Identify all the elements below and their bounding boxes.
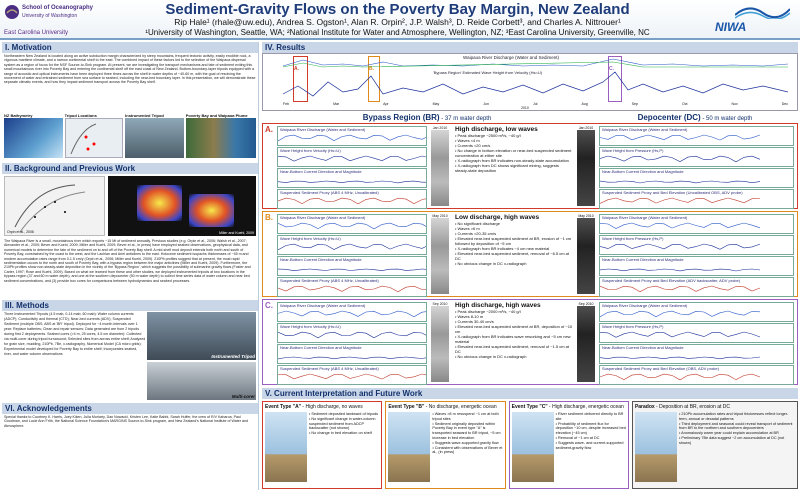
bullet-item: • Third deployment and seasonal could reveal transport of sediment from BR to the northern and southern depocenters [678,421,793,431]
case-letter: B. [265,213,273,222]
xradiograph-date: Sep 2010 [432,302,448,306]
case-description [455,126,573,206]
plot-title: Wave Height from Pressure (Hs,P) [602,148,664,153]
marker-label: B. [369,66,374,72]
event-bullets [432,412,502,482]
time-series-plot [277,277,427,297]
depocenter-plots [599,214,794,294]
tripod-location-map [65,118,124,158]
bypass-plots [277,302,427,382]
plot-title: Near-Bottom Current Direction and Magnitude [280,345,362,350]
event-type-subtitle: - No discharge, energetic ocean [424,404,497,410]
motivation-text: Northeastern New Zealand is located along an active subduction margin characterized by steep mountains, frequent tectonic activity, easily erodible rock, a vigorous maritime climate, and a narrow continental shelf to the east. The combined impact of these factors led to the selection of the Waipaoa dispersal system as a region of focus for the NSF Source-to-Sink program. At present, we are investigating the transport mechanisms and fate of sediment exiting this small mountainous river into Poverty Bay and entering the continental shelf off the east coast of New Zealand. Bottom-boundary-layer tripods equipped with a range of acoustic and optical instruments have been deployed three times across the shelf in water depths of ~40-60 m, with the goal of resolving the movement of water and entrained sediment from sea surface to seabed, including the near-bed boundary layer. In this presentation, we will demonstrate these separate climatic events, and how they impact sediment transport across the Poverty Bay shelf. [4,54,256,85]
bullet-item: • Waves >8 m resuspend ~1 cm at both tripod sites [432,412,499,421]
time-series-plot [599,365,794,385]
logo-subtitle: University of Washington [22,13,78,19]
timeline-year: 2010 [521,106,529,110]
bullet-item: • Elevated near-bed suspended sediment at BR, erosion of ~1 cm followed by deposition of ~5 cm [455,236,572,246]
map-markers-icon [66,119,123,157]
bullet-item: • Elevated near-bed suspended sediment, removal of ~1.5 cm at DC [455,344,570,354]
time-series-plot [277,235,427,255]
figure-label: Poverty Bay and Waipaoa Plume [185,113,248,118]
plot-title: Near-Bottom Current Direction and Magnitude [602,257,684,262]
tripod-photo [125,118,184,158]
event-type-box [262,401,382,489]
case-bullets [455,309,573,359]
figure-label: NZ Bathymetry [4,113,33,118]
section-results-header: IV. Results [262,42,798,53]
bypass-depth: - 37 m water depth [439,116,492,122]
month-tick: Mar [333,102,340,106]
bypass-xradiograph [431,302,449,382]
event-bullets [309,412,379,482]
month-tick: Jul [532,102,538,106]
bullet-item: • X-radiograph from BR indicates non-steady-state accumulation [455,158,569,163]
bullet-item: • No significant discharge [455,221,500,226]
month-tick: Apr [383,102,389,106]
bullet-item: • Anomalously warm year could explain accumulation at BR [678,431,779,436]
plot-title: Waipaoa River Discharge (Water and Sediment) [602,215,688,220]
event-type-title: Event Type "A" - High discharge, no waves [265,404,363,410]
time-series-plot [277,168,427,188]
case-panel-c [262,299,798,385]
xradiograph-date: May 2010 [432,214,448,218]
figure-label: Multi-corer [231,394,255,399]
poster-affiliations: ¹University of Washington, Seattle, WA; ²National Institute for Water and Atmosphere, Wellington, NZ; ³East Carolina University, Greenville, NC [145,28,650,37]
depocenter-xradiograph [577,214,595,294]
bullet-item: • Probability of sediment flux for deposition ~10 cm, despite increased bed elevation (~45 cm) [555,421,626,436]
section-motivation-header: I. Motivation [2,42,258,53]
time-series-plot [599,302,794,322]
plot-title: Wave Height from Velocity (Hs=U) [280,324,341,329]
bullet-item: • Peak discharge ~2000 m³/s, ~40 g/l [455,309,521,314]
plot-title: Wave Height from Pressure (Hs,P) [602,236,664,241]
time-series-plot [599,235,794,255]
timeline-month-axis [283,102,788,106]
poster-header [0,0,800,40]
methods-figures [147,312,256,400]
case-heading: High discharge, high waves [455,302,541,309]
bullet-item: • Suggests wave-supported gravity flow [432,440,499,445]
accumulation-hotspot [189,194,233,227]
timeline-title: Waipaoa River Discharge (Water and Sediment) [463,55,559,60]
case-description [455,214,573,294]
case-bullets [455,133,573,173]
bypass-region-header [282,113,572,122]
event-type-body [265,412,379,482]
motivation-figures [2,113,258,161]
figure-caption: Miller and Kuehl, 2009 [219,231,254,235]
bullet-item: • Currents >20-35 cm/s [455,231,497,236]
poster-authors: Rip Hale¹ (rhale@uw.edu), Andrea S. Ogston¹, Alan R. Orpin², J.P. Walsh³, D. Reide Corbett³, and Charles A. Nittrouer¹ [174,17,621,27]
bullet-item: • Waves >6 m [455,226,480,231]
depocenter-xradiograph [577,126,595,206]
section-methods-header: III. Methods [2,300,258,311]
poster-title: Sediment-Gravity Flows on the Poverty Bay Margin, New Zealand [165,1,630,18]
month-tick: Feb [283,102,290,106]
month-tick: Oct [682,102,688,106]
plot-title: Near-Bottom Current Direction and Magnitude [280,169,362,174]
left-column [2,42,259,490]
bypass-plots [277,214,427,294]
ack-text: Special thanks to Courtney K. Harris, Joey Kiken, Julia Moriarty, Dan Nowacki, Kristen Lee, Katie Babbi, Sarah Huffer, the crew of R/V Kaharoa, Paul Goodman, and Lucie Ann Frith, the National Science Foundation's MARGINS Source-to-Sink program, and New Zealand's National Institute of Water and Atmosphere. [4,415,248,428]
bullet-item: • Currents 30-40 cm/s [455,319,494,324]
timeline-subtitle: 'Bypass Region' Estimated Wave Height from Velocity (Hs=U) [433,70,543,75]
case-description [455,302,573,382]
bullet-item: • No change in bottom elevation or near-bed suspended sediment concentration at either site [455,148,572,158]
figure-instrumented-tripod [125,113,184,161]
bullet-item: • Waves <4 m [455,138,480,143]
bullet-item: • River sediment delivered directly to BR site [555,412,624,421]
tripod-deployment-photo [147,312,256,360]
xradiograph-date: May 2010 [578,214,594,218]
bypass-plots [277,126,427,206]
plot-title: Near-Bottom Current Direction and Magnitude [602,169,684,174]
bullet-item: • Elevated near-bed suspended sediment, removal of ~6.5 cm at DC [455,251,570,261]
event-schematic [265,412,307,482]
event-types-row [262,401,798,489]
time-series-plot [599,344,794,364]
case-heading: High discharge, low waves [455,126,538,133]
event-type-body [635,412,795,482]
background-text: The Waipaoa River is a small, mountainous river which exports ~15 Mt of sediment annually. Previous studies (e.g. Orpin et al., 2006; Walsh et al., 2007; Alexander et al., 2009; Bever and Kuehl, 2009; Miller and Kuehl, 2009; Bever et al., in press) have employed seabed observations, geophysical data, and numerical models to determine the fate of the sediment on to and off of the Poverty Bay shelf. A mid-shelf mud deposit extends both north and south of Poverty Bay, constrained by the coast to the west, and the Lachlan and Ariel anticlines to the east. Holocene sediment isopachs thicknesses of ~45 m and modern accumulation rates range from 0-1.5 cm/y (Orpin et al., 2006; Miller and Kuehl, 2009). 210Pb profiles suggest that at present, the most rapid sedimentation occurs to the north and south of Poverty Bay, with a bypass region between the major anticlines (Miller and Kuehl, 2009). Furthermore, the 210Pb profiles show non-steady-state deposition in the vicinity of the 'Bypass Region', which suggests the possibility of submarine gravity flows (Foster and Carter, 1997; Rose and Kuehl, 2009). Based on what we learned from these and other studies, we deployed instrumented tripods at two locations in the bypass region (37 and 60 m water depth), and one at the southern depocenter (50 m water depth) to collect time series data of water column and near bed sediment concentrations, and (3) provide box cores for comparisons between hydrodynamics and seabed processes. [4,239,251,283]
event-bullets [556,412,626,482]
bullet-item: • Elevated near-bed suspended sediment at BR, deposition of ~10 cm [455,324,573,334]
plot-title: Near-Bottom Current Direction and Magnitude [280,257,362,262]
niwa-logo-text: NIWA [715,20,747,34]
time-series-plot [277,189,427,209]
case-panels [262,123,798,385]
plot-title: Suspended Sediment Proxy and Bed Elevation (Uncalibrated OBS, ADV probe) [602,190,743,195]
results-timeline [262,53,798,111]
event-bullets [679,412,795,482]
depocenter-plots [599,126,794,206]
xradiograph-date: Sep 2010 [578,302,594,306]
bullet-item: • No change in bed elevation on shelf [309,431,372,436]
methods-block [2,311,258,401]
plot-title: Wave Height from Pressure (Hs,P) [602,324,664,329]
event-type-body [388,412,502,482]
bypass-xradiograph [431,214,449,294]
marker-label: A. [294,66,299,72]
month-tick: May [432,102,440,106]
figure-tripod-locations [65,113,124,161]
depocenter-title: Depocenter (DC) [637,113,701,122]
figure-label: Tripod Locations [64,113,97,118]
logo-title: School of Oceanography [22,5,94,11]
marker-label: C. [609,66,614,72]
bullet-item: • Removal of ~1 cm at DC [555,435,600,440]
bullet-item: • Suggests wave- and current-supported sediment-gravity flow [555,440,624,450]
event-type-body [512,412,626,482]
plume-satellite-image [186,118,256,158]
xradiograph-date: Jan 2010 [578,126,594,130]
month-tick: Aug [581,102,588,106]
bullet-item: • 210Pb accumulation rates and tripod thicknesses reflect longer-term, annual or decadal patterns [678,412,789,421]
month-tick: Jun [483,102,489,106]
time-series-plot [277,214,427,234]
event-type-title: Event Type "B" - No discharge, energetic ocean [388,404,497,410]
figure-label: Instrumented Tripod [211,354,255,359]
depocenter-depth: - 50 m water depth [700,116,753,122]
figure-isopach-map [4,176,105,236]
plot-title: Waipaoa River Discharge (Water and Sediment) [280,127,366,132]
case-heading: Low discharge, high waves [455,214,540,221]
time-series-plot [599,323,794,343]
bullet-item: • X-radiograph from DC shows significant mixing, suggests steady-state deposition [455,163,559,173]
plot-title: Wave Height from Velocity (Hs=U) [280,148,341,153]
bullet-item: • Currents <20 cm/s [455,143,491,148]
plot-title: Near-Bottom Current Direction and Magnitude [602,345,684,350]
event-type-title: Event Type "C" - High discharge, energetic ocean [511,404,624,410]
uw-emblem-icon [4,4,20,20]
case-letter: C. [265,301,273,310]
event-schematic [388,412,430,482]
bullet-item: • No obvious change in DC x-radiograph [455,261,527,266]
bullet-item: • X-radiograph from BR indicates wave reworking and ~5 cm new material [455,334,571,344]
plot-title: Suspended Sediment Proxy (ABS 4 MHz, Uncalibrated) [280,278,379,283]
accumulation-hotspot [137,185,181,221]
bullet-item: • Sediment deposited landward of tripods [309,412,379,416]
event-type-box [385,401,505,489]
depocenter-plots [599,302,794,382]
isopach-contours-icon [5,177,104,235]
section-current-header: V. Current Interpretation and Future Work [262,388,798,399]
plot-title: Waipaoa River Discharge (Water and Sediment) [280,215,366,220]
figure-poverty-bay-plume [186,113,256,161]
methods-text: Three Instrumented Tripods (4.5 mab, 0-14 mab, 60 mab): Water column currents (ADCP); Conductivity and thermal (CTD); Near-bed currents (ADV); Suspended Sediment (multiple OBS, ABS at 'BR' tripod). Deployed for ~4 month intervals over 1 year: Replace batteries; Clean and repair sensors; Data generated are from 2 tripods during first 2 deployments. Seabed cores (>4 m, 25 cores, 4.5 cm diameter): Collected via multi-corer during tripod turnaround; Selected sites from across entire shelf; Analyzed for grain size, mudding, 210Pb, 7Be, x-radiography. Numerical Model (CA micro grids): Experimental model developed for Poverty Bay to entire shelf; Incorporates seabed, river, and water column observations [4,312,146,356]
section-ack-header: VI. Acknowledgements [2,403,258,414]
section-current-interpretation [262,388,798,489]
plot-title: Suspended Sediment Proxy and Bed Elevation (OBS, ADV probe) [602,366,719,371]
month-tick: Sep [631,102,638,106]
time-series-plot [277,323,427,343]
plot-title: Waipaoa River Discharge (Water and Sediment) [280,303,366,308]
time-series-plot [277,344,427,364]
time-series-plot [599,277,794,297]
ecu-logo-text: East Carolina University [4,30,69,36]
figure-label: Instrumented Tripod [125,113,164,118]
time-series-plot [599,126,794,146]
time-series-plot [599,256,794,276]
depocenter-header [592,113,798,122]
time-series-plot [277,302,427,322]
bullet-item: • No significant change in water-column suspended sediment from ADCP backscatter (not shown) [309,416,376,431]
bullet-item: • Waves 8-10 m [455,314,484,319]
case-bullets [455,221,573,266]
depocenter-xradiograph [577,302,595,382]
event-type-subtitle: - High discharge, energetic ocean [547,404,624,410]
bypass-xradiograph [431,126,449,206]
month-tick: Dec [781,102,788,106]
case-panel-a [262,123,798,209]
time-series-plot [599,189,794,209]
time-series-plot [277,365,427,385]
plot-title: Waipaoa River Discharge (Water and Sediment) [602,303,688,308]
month-tick: Nov [731,102,738,106]
bypass-title: Bypass Region (BR) [362,113,440,122]
case-letter: A. [265,125,273,134]
plot-title: Suspended Sediment Proxy (ABS 4 MHz, Uncalibrated) [280,366,379,371]
bullet-item: • No obvious change in DC x-radiograph [455,354,527,359]
figure-nz-bathymetry [4,113,63,161]
bullet-item: • Consistent with observations of Bever et al., (in press) [432,445,503,455]
case-panel-b [262,211,798,297]
bullet-item: • X-radiograph from BR indicates ~4 cm new material [455,246,550,251]
plot-title: Suspended Sediment Proxy (ABS 4 MHz, Uncalibrated) [280,190,379,195]
bullet-item: • Peak discharge ~2500 m³/s, ~40 g/l [455,133,521,138]
section-background-header: II. Background and Previous Work [2,163,258,174]
background-figures [2,174,258,238]
time-series-plot [277,126,427,146]
event-schematic [635,412,677,482]
time-series-plot [599,147,794,167]
event-type-subtitle: - Deposition at BR, erosion at DC [654,404,730,410]
plot-title: Suspended Sediment Proxy and Bed Elevation (ADV backscatter, ADV probe) [602,278,741,283]
plot-title: Waipaoa River Discharge (Water and Sediment) [602,127,688,132]
event-type-title: Paradox - Deposition at BR, erosion at DC [634,404,730,410]
time-series-plot [599,168,794,188]
event-type-subtitle: - High discharge, no waves [301,404,363,410]
time-series-plot [277,147,427,167]
figure-caption: Orpin et al., 2006 [7,230,34,234]
niwa-wave-icon [735,3,790,19]
time-series-plot [599,214,794,234]
figure-accumulation-rate-map [108,176,256,236]
bullet-item: • Preliminary 7Be data suggest ~2 cm accumulation at DC (not shown) [678,435,785,445]
event-schematic [512,412,554,482]
event-type-box [509,401,629,489]
multicorer-photo [147,362,256,400]
event-type-box [632,401,798,489]
plot-title: Wave Height from Velocity (Hs=U) [280,236,341,241]
time-series-plot [277,256,427,276]
bathymetry-map [4,118,63,158]
bullet-item: • Sediment originally deposited within Poverty Bay in event type "A" is transported seaward to BR tripod, ~5 cm increase in bed elevation [432,421,501,440]
results-column [262,42,798,490]
xradiograph-date: Jan 2010 [432,126,448,130]
